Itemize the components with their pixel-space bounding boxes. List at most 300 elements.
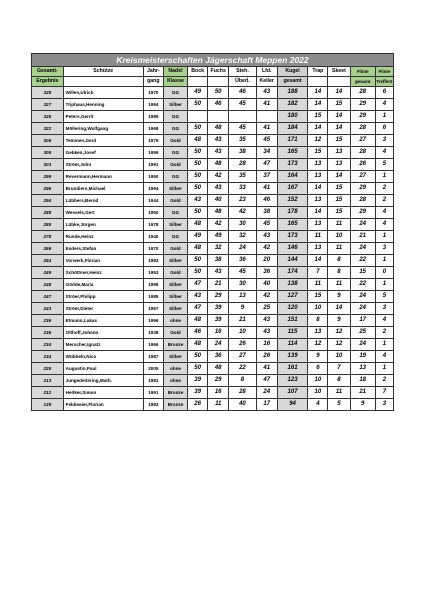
cell-ergebnis: 325 (32, 111, 64, 123)
header-keiler: Keiler (256, 77, 277, 87)
cell-steh: 32 (229, 231, 256, 243)
cell-steh (229, 111, 256, 123)
cell-jahrgang: 1999 (143, 279, 163, 291)
cell-fuchs: 42 (208, 219, 229, 231)
table-row (32, 171, 394, 183)
cell-flinte-gesamt: 24 (350, 219, 375, 231)
cell-fuchs: 38 (208, 255, 229, 267)
cell-flinte-treffer: 2 (375, 327, 393, 339)
cell-trap: 10 (308, 387, 328, 399)
cell-jahrgang: 1993 (143, 399, 163, 411)
cell-ergebnis: 306 (32, 135, 64, 147)
cell-kugel: 174 (277, 267, 308, 279)
table-row (32, 135, 394, 147)
cell-skeet: 8 (328, 255, 350, 267)
cell-lfd: 41 (256, 99, 277, 111)
cell-name: Ströer,Dieter (63, 303, 143, 315)
cell-jahrgang: 1968 (143, 123, 163, 135)
cell-lfd: 47 (256, 375, 277, 387)
cell-klasse: GG (163, 87, 187, 99)
cell-ergebnis: 234 (32, 351, 64, 363)
cell-trap: 15 (308, 111, 328, 123)
cell-skeet: 11 (328, 243, 350, 255)
cell-fuchs: 50 (208, 87, 229, 99)
cell-flinte-gesamt: 17 (350, 315, 375, 327)
cell-bock: 50 (188, 207, 208, 219)
cell-jahrgang: 1938 (143, 327, 163, 339)
cell-fuchs: 48 (208, 123, 229, 135)
cell-trap: 14 (308, 99, 328, 111)
cell-bock: 39 (188, 375, 208, 387)
header-steh: Steh. (229, 67, 256, 77)
cell-jahrgang: 1944 (143, 195, 163, 207)
cell-ergebnis: 296 (32, 183, 64, 195)
header-jahrgang: Jahr- (143, 67, 163, 77)
cell-flinte-treffer: 0 (375, 267, 393, 279)
cell-ergebnis: 299 (32, 171, 64, 183)
cell-flinte-gesamt: 9 (350, 399, 375, 411)
cell-bock: 50 (188, 171, 208, 183)
cell-lfd: 25 (256, 303, 277, 315)
cell-jahrgang: 1994 (143, 99, 163, 111)
cell-bock: 39 (188, 387, 208, 399)
cell-flinte-gesamt: 25 (350, 327, 375, 339)
cell-flinte-gesamt: 29 (350, 111, 375, 123)
header-blank (328, 77, 350, 87)
cell-steh: 46 (229, 87, 256, 99)
cell-kugel: 144 (277, 255, 308, 267)
header-row-bottom (32, 77, 394, 87)
cell-klasse: Silber (163, 99, 187, 111)
cell-fuchs: 24 (208, 339, 229, 351)
header-schuetze: Schütze (63, 67, 143, 77)
cell-bock: 50 (188, 99, 208, 111)
cell-name: Temmen,Gerd (63, 135, 143, 147)
cell-kugel: 161 (277, 363, 308, 375)
cell-steh: 9 (229, 303, 256, 315)
cell-skeet: 15 (328, 135, 350, 147)
cell-kugel: 165 (277, 147, 308, 159)
header-lfd: Lfd. (256, 67, 277, 77)
cell-bock: 46 (188, 327, 208, 339)
cell-flinte-treffer: 3 (375, 399, 393, 411)
cell-name: Runde,Heinz (63, 231, 143, 243)
header-kugel: Kugel (277, 67, 308, 77)
cell-ergebnis: 139 (32, 399, 64, 411)
cell-flinte-treffer: 3 (375, 135, 393, 147)
cell-name: Esders,Stefan (63, 243, 143, 255)
cell-flinte-treffer: 5 (375, 291, 393, 303)
cell-ergebnis: 294 (32, 195, 64, 207)
cell-name: Vorwerk,Florian (63, 255, 143, 267)
cell-klasse: Gold (163, 135, 187, 147)
cell-lfd: 26 (256, 351, 277, 363)
header-treffer2: Treffer2 (375, 77, 393, 87)
cell-kugel: 151 (277, 315, 308, 327)
cell-bock: 50 (188, 183, 208, 195)
cell-flinte-treffer: 1 (375, 111, 393, 123)
cell-lfd: 40 (256, 279, 277, 291)
cell-ergebnis: 213 (32, 375, 64, 387)
cell-flinte-gesamt: 15 (350, 267, 375, 279)
cell-ergebnis: 249 (32, 267, 64, 279)
table-row (32, 207, 394, 219)
cell-klasse: Bronze (163, 399, 187, 411)
cell-name: Olthoff,Johann (63, 327, 143, 339)
table-row (32, 99, 394, 111)
cell-jahrgang: 1970 (143, 87, 163, 99)
cell-flinte-gesamt: 27 (350, 171, 375, 183)
cell-trap: 14 (308, 123, 328, 135)
cell-klasse: Bronze (163, 387, 187, 399)
cell-name: Peters,Gerrit (63, 111, 143, 123)
cell-trap: 13 (308, 243, 328, 255)
cell-klasse: ohne (163, 315, 187, 327)
cell-steh: 10 (229, 327, 256, 339)
cell-klasse: GG (163, 207, 187, 219)
cell-klasse: Silber (163, 183, 187, 195)
cell-fuchs: 48 (208, 207, 229, 219)
cell-klasse: Silber (163, 255, 187, 267)
cell-steh: 24 (229, 243, 256, 255)
cell-bock: 48 (188, 219, 208, 231)
cell-fuchs: 21 (208, 279, 229, 291)
cell-bock: 49 (188, 87, 208, 99)
cell-skeet: 13 (328, 147, 350, 159)
cell-name: Heitker,Simon (63, 387, 143, 399)
cell-ergebnis: 247 (32, 291, 64, 303)
cell-trap: 7 (308, 267, 328, 279)
cell-steh: 23 (229, 195, 256, 207)
table-row (32, 399, 394, 411)
cell-fuchs: 16 (208, 327, 229, 339)
cell-klasse: GG (163, 123, 187, 135)
results-body (32, 87, 394, 411)
cell-name: Lübbers,Bernd (63, 195, 143, 207)
cell-klasse: GG (163, 111, 187, 123)
cell-bock: 50 (188, 351, 208, 363)
cell-lfd: 36 (256, 267, 277, 279)
cell-kugel: 173 (277, 231, 308, 243)
cell-bock: 47 (188, 303, 208, 315)
cell-bock: 49 (188, 231, 208, 243)
cell-jahrgang: 1987 (143, 351, 163, 363)
cell-ergebnis: 285 (32, 219, 64, 231)
cell-name: Lübke,Jürgen (63, 219, 143, 231)
cell-flinte-gesamt: 21 (350, 231, 375, 243)
cell-klasse: Silber (163, 351, 187, 363)
header-flinte-gesamt: Flinte (350, 67, 375, 77)
cell-skeet: 12 (328, 327, 350, 339)
cell-ergebnis: 327 (32, 99, 64, 111)
cell-skeet: 11 (328, 279, 350, 291)
cell-klasse: Gold (163, 327, 187, 339)
cell-kugel: 164 (277, 171, 308, 183)
header-ueberl: Überl. (229, 77, 256, 87)
cell-steh: 42 (229, 207, 256, 219)
cell-fuchs (208, 111, 229, 123)
cell-skeet: 12 (328, 339, 350, 351)
cell-flinte-treffer: 3 (375, 303, 393, 315)
header-gesamt: Gesamt- (32, 67, 64, 77)
cell-flinte-gesamt: 21 (350, 387, 375, 399)
table-row (32, 231, 394, 243)
cell-steh: 45 (229, 123, 256, 135)
cell-jahrgang: 1985 (143, 111, 163, 123)
cell-trap: 12 (308, 135, 328, 147)
cell-fuchs: 48 (208, 363, 229, 375)
cell-kugel: 127 (277, 291, 308, 303)
cell-flinte-gesamt: 28 (350, 147, 375, 159)
cell-flinte-treffer: 5 (375, 159, 393, 171)
cell-flinte-treffer: 4 (375, 315, 393, 327)
cell-klasse: GG (163, 171, 187, 183)
header-fuchs: Fuchs (208, 67, 229, 77)
cell-flinte-gesamt: 29 (350, 207, 375, 219)
cell-steh: 40 (229, 399, 256, 411)
cell-name: Ströer,John (63, 159, 143, 171)
cell-kugel: 152 (277, 195, 308, 207)
cell-flinte-gesamt: 27 (350, 135, 375, 147)
table-row (32, 219, 394, 231)
cell-jahrgang: 1940 (143, 231, 163, 243)
cell-klasse: Silber (163, 291, 187, 303)
table-row (32, 87, 394, 99)
cell-bock: 48 (188, 135, 208, 147)
cell-jahrgang: 1996 (143, 315, 163, 327)
cell-steh: 45 (229, 267, 256, 279)
cell-trap: 6 (308, 363, 328, 375)
table-row (32, 147, 394, 159)
cell-jahrgang: 1970 (143, 243, 163, 255)
cell-jahrgang: 1985 (143, 291, 163, 303)
cell-flinte-treffer: 2 (375, 183, 393, 195)
header-ergebnis: Ergebnis (32, 77, 64, 87)
cell-kugel: 115 (277, 327, 308, 339)
cell-kugel: 146 (277, 243, 308, 255)
cell-ergebnis: 225 (32, 363, 64, 375)
cell-steh: 13 (229, 291, 256, 303)
cell-skeet: 14 (328, 171, 350, 183)
cell-skeet: 15 (328, 183, 350, 195)
cell-steh: 27 (229, 351, 256, 363)
header-gang: gang (143, 77, 163, 87)
cell-flinte-treffer: 4 (375, 147, 393, 159)
cell-name: Merscher,Ignatz (63, 339, 143, 351)
cell-flinte-treffer: 1 (375, 279, 393, 291)
cell-jahrgang: 1975 (143, 135, 163, 147)
cell-klasse: ohne (163, 363, 187, 375)
cell-steh: 21 (229, 315, 256, 327)
cell-flinte-treffer: 4 (375, 351, 393, 363)
cell-flinte-gesamt: 28 (350, 123, 375, 135)
cell-flinte-treffer: 6 (375, 87, 393, 99)
cell-lfd: 43 (256, 315, 277, 327)
cell-fuchs: 43 (208, 183, 229, 195)
cell-flinte-treffer: 1 (375, 171, 393, 183)
cell-klasse: Gold (163, 159, 187, 171)
cell-lfd: 20 (256, 255, 277, 267)
cell-fuchs: 43 (208, 147, 229, 159)
cell-bock: 47 (188, 279, 208, 291)
cell-jahrgang: 1991 (143, 387, 163, 399)
cell-fuchs: 46 (208, 99, 229, 111)
header-skeet: Skeet (328, 67, 350, 77)
cell-name: Ströer,Philipp (63, 291, 143, 303)
header-kugel-gesamt: gesamt (277, 77, 308, 87)
cell-flinte-treffer: 4 (375, 99, 393, 111)
cell-lfd: 45 (256, 135, 277, 147)
cell-lfd: 38 (256, 207, 277, 219)
cell-lfd: 24 (256, 387, 277, 399)
cell-name: Möllering,Wolfgang (63, 123, 143, 135)
cell-trap: 15 (308, 291, 328, 303)
cell-jahrgang: 1966 (143, 339, 163, 351)
table-row (32, 123, 394, 135)
table-row (32, 183, 394, 195)
cell-steh: 36 (229, 255, 256, 267)
cell-ergebnis: 322 (32, 123, 64, 135)
table-row (32, 375, 394, 387)
cell-fuchs: 48 (208, 159, 229, 171)
cell-kugel: 184 (277, 123, 308, 135)
cell-ergebnis: 236 (32, 327, 64, 339)
cell-trap: 13 (308, 171, 328, 183)
cell-flinte-gesamt: 24 (350, 291, 375, 303)
cell-kugel: 107 (277, 387, 308, 399)
cell-name: Triphaus,Henning (63, 99, 143, 111)
cell-steh: 28 (229, 159, 256, 171)
cell-flinte-treffer: 2 (375, 375, 393, 387)
header-flinte-treffer: Flinte (375, 67, 393, 77)
cell-flinte-treffer: 7 (375, 387, 393, 399)
header-blank (308, 77, 328, 87)
cell-ergebnis: 243 (32, 303, 64, 315)
cell-kugel: 178 (277, 207, 308, 219)
cell-fuchs: 32 (208, 243, 229, 255)
cell-skeet: 15 (328, 99, 350, 111)
header-blank (208, 77, 229, 87)
cell-bock: 26 (188, 399, 208, 411)
table-row (32, 267, 394, 279)
cell-steh: 26 (229, 339, 256, 351)
cell-bock: 48 (188, 339, 208, 351)
cell-jahrgang: 1991 (143, 159, 163, 171)
cell-bock: 43 (188, 195, 208, 207)
cell-steh: 45 (229, 99, 256, 111)
cell-trap: 14 (308, 255, 328, 267)
cell-name: Wübbeln,Nico (63, 351, 143, 363)
cell-skeet: 15 (328, 207, 350, 219)
cell-kugel: 94 (277, 399, 308, 411)
cell-fuchs: 39 (208, 315, 229, 327)
cell-steh: 33 (229, 183, 256, 195)
cell-skeet: 15 (328, 195, 350, 207)
cell-ergebnis: 288 (32, 207, 64, 219)
cell-flinte-treffer: 1 (375, 339, 393, 351)
cell-trap: 14 (308, 183, 328, 195)
cell-skeet: 14 (328, 303, 350, 315)
cell-steh: 30 (229, 219, 256, 231)
cell-steh: 28 (229, 387, 256, 399)
header-nadel: Nadel (163, 67, 187, 77)
cell-lfd: 41 (256, 123, 277, 135)
cell-klasse: GG (163, 147, 187, 159)
table-row (32, 339, 394, 351)
cell-jahrgang: 1967 (143, 303, 163, 315)
cell-trap: 11 (308, 279, 328, 291)
table-row (32, 243, 394, 255)
header-bock: Bock (188, 67, 208, 77)
cell-lfd: 16 (256, 339, 277, 351)
cell-jahrgang: 1978 (143, 219, 163, 231)
cell-lfd: 37 (256, 171, 277, 183)
cell-ergebnis: 212 (32, 387, 64, 399)
cell-bock: 50 (188, 267, 208, 279)
header-row-top (32, 67, 394, 77)
cell-name: Jungedeitering,Math. (63, 375, 143, 387)
cell-lfd: 43 (256, 87, 277, 99)
cell-kugel: 173 (277, 159, 308, 171)
cell-skeet: 7 (328, 363, 350, 375)
cell-flinte-gesamt: 18 (350, 375, 375, 387)
table-row (32, 195, 394, 207)
cell-steh: 35 (229, 135, 256, 147)
cell-fuchs: 49 (208, 231, 229, 243)
cell-fuchs: 39 (208, 303, 229, 315)
cell-lfd (256, 111, 277, 123)
table-row (32, 387, 394, 399)
cell-name: Gebken,Josef (63, 147, 143, 159)
cell-steh: 38 (229, 147, 256, 159)
cell-flinte-gesamt: 22 (350, 255, 375, 267)
cell-kugel: 182 (277, 99, 308, 111)
cell-lfd: 42 (256, 291, 277, 303)
cell-lfd: 42 (256, 243, 277, 255)
cell-flinte-gesamt: 29 (350, 183, 375, 195)
table-row (32, 111, 394, 123)
cell-ergebnis: 305 (32, 147, 64, 159)
cell-jahrgang: 1953 (143, 267, 163, 279)
cell-bock: 48 (188, 243, 208, 255)
cell-trap: 9 (308, 351, 328, 363)
cell-flinte-treffer: 3 (375, 243, 393, 255)
cell-bock: 50 (188, 255, 208, 267)
cell-jahrgang: 1993 (143, 255, 163, 267)
cell-lfd: 47 (256, 159, 277, 171)
cell-flinte-gesamt: 13 (350, 363, 375, 375)
cell-flinte-gesamt: 24 (350, 339, 375, 351)
cell-fuchs: 11 (208, 399, 229, 411)
cell-trap: 14 (308, 207, 328, 219)
cell-steh: 8 (229, 375, 256, 387)
cell-kugel: 180 (277, 111, 308, 123)
cell-flinte-treffer: 2 (375, 195, 393, 207)
table-row (32, 327, 394, 339)
cell-kugel: 120 (277, 303, 308, 315)
table-title: Kreismeisterschaften Jägerschaft Meppen 2022 (32, 54, 394, 67)
cell-name: Wessels,Gert (63, 207, 143, 219)
cell-flinte-gesamt: 22 (350, 279, 375, 291)
cell-flinte-gesamt: 24 (350, 243, 375, 255)
cell-fuchs: 29 (208, 291, 229, 303)
cell-trap: 8 (308, 315, 328, 327)
cell-name: Etmann,Lukas (63, 315, 143, 327)
cell-skeet: 14 (328, 87, 350, 99)
cell-trap: 13 (308, 159, 328, 171)
table-row (32, 315, 394, 327)
table-row (32, 279, 394, 291)
